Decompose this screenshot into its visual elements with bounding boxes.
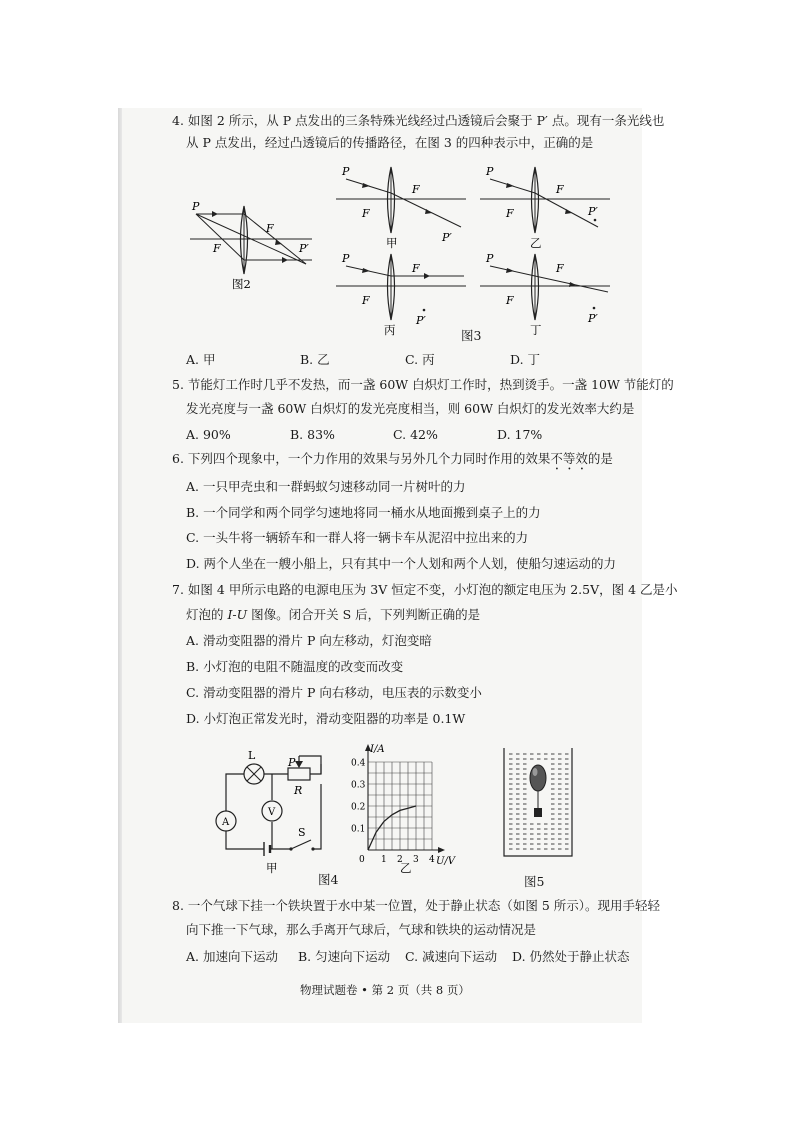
q4-option-a: A. 甲	[186, 352, 216, 367]
fig2-label-P: P	[192, 200, 200, 213]
fig3-ding-label-P: P	[486, 252, 494, 265]
fig3-yi-label-P: P	[486, 165, 494, 178]
q6-option-a: A. 一只甲壳虫和一群蚂蚁匀速移动同一片树叶的力	[186, 479, 466, 494]
q7-line-2-italic: I-U	[227, 607, 248, 622]
q8-option-c: C. 减速向下运动	[405, 949, 498, 964]
q6-stem-after: 的是	[587, 451, 613, 466]
q4-option-b: B. 乙	[300, 352, 330, 367]
fig3-ding-label-F-right: F	[556, 262, 564, 275]
q4-line-2: 从 P 点发出，经过凸透镜后的传播路径，在图 3 的四种表示中，正确的是	[186, 135, 594, 150]
q7-option-c: C. 滑动变阻器的滑片 P 向右移动，电压表的示数变小	[186, 685, 482, 700]
fig3-jia-label-P: P	[342, 165, 350, 178]
q6-stem-before: 6. 下列四个现象中，一个力作用的效果与另外几个力同时作用的效果	[172, 451, 551, 466]
q6-option-d: D. 两个人坐在一艘小船上，只有其中一个人划和两个人划，使船匀速运动的力	[186, 556, 617, 571]
fig2-caption: 图2	[232, 277, 251, 291]
figure-3-bing	[336, 252, 476, 342]
circuit-label: 甲	[266, 861, 278, 875]
circuit-label-S: S	[298, 826, 306, 839]
q8-option-d: D. 仍然处于静止状态	[512, 949, 630, 964]
fig2-label-F-right: F	[266, 222, 274, 235]
graph-xtick-label: 3	[413, 855, 419, 865]
fig3-yi-label-F-left: F	[506, 207, 514, 220]
circuit-label-R: R	[294, 784, 303, 797]
figure-4-iu-graph	[350, 744, 470, 874]
fig3-jia-label-F-left: F	[362, 207, 370, 220]
q8-option-a: A. 加速向下运动	[186, 949, 278, 964]
figure-2	[188, 198, 318, 293]
fig4-caption: 图4	[318, 872, 339, 887]
fig3-yi-label-F-right: F	[556, 183, 564, 196]
q7-option-a: A. 滑动变阻器的滑片 P 向左移动，灯泡变暗	[186, 633, 432, 648]
q6-option-b: B. 一个同学和两个同学匀速地将同一桶水从地面搬到桌子上的力	[186, 505, 541, 520]
figure-3-jia	[336, 165, 476, 250]
graph-ytick-label: 0.2	[351, 802, 366, 813]
graph-ylabel: I/A	[370, 744, 385, 755]
fig3-bing-label: 丙	[384, 323, 396, 337]
fig3-jia-label-F-right: F	[412, 183, 420, 196]
q8-line-2: 向下推一下气球，那么手离开气球后，气球和铁块的运动情况是	[186, 922, 537, 937]
q6-option-c: C. 一头牛将一辆轿车和一群人将一辆卡车从泥沼中拉出来的力	[186, 530, 529, 545]
q5-line-2: 发光亮度与一盏 60W 白炽灯的发光亮度相当，则 60W 白炽灯的发光效率大约是	[186, 401, 635, 416]
graph-xlabel: U/V	[436, 856, 456, 867]
fig3-ding-label: 丁	[530, 323, 542, 337]
graph-xtick-label: 1	[381, 855, 387, 865]
fig2-label-Pprime: P′	[299, 242, 309, 255]
graph-ytick-label: 0.3	[351, 780, 366, 791]
graph-ytick-label: 0.4	[351, 758, 366, 769]
graph-grid	[368, 762, 432, 850]
q5-option-b: B. 83%	[290, 427, 335, 442]
figure-4-circuit	[206, 744, 336, 874]
fig3-bing-label-F-right: F	[412, 262, 420, 275]
figure-3-yi	[480, 165, 620, 250]
figure-5-balloon-in-water	[500, 744, 576, 864]
fig3-bing-label-P: P	[342, 252, 350, 265]
q5-option-d: D. 17%	[497, 427, 543, 442]
graph-ytick-label: 0.1	[351, 824, 366, 835]
q6-stem	[172, 451, 613, 473]
fig3-ding-label-F-left: F	[506, 294, 514, 307]
q5-option-a: A. 90%	[186, 427, 231, 442]
circuit-label-V: V	[268, 807, 276, 818]
graph-xtick-label: 2	[397, 855, 403, 865]
fig2-label-F-left: F	[213, 242, 221, 255]
q4-option-c: C. 丙	[405, 352, 435, 367]
fig3-jia-label: 甲	[386, 236, 398, 250]
graph-xtick-label: 0	[359, 855, 365, 865]
fig3-bing-label-Pprime: P′	[416, 314, 426, 327]
fig3-yi-label: 乙	[530, 236, 542, 250]
q7-line-2-before: 灯泡的	[186, 607, 228, 622]
figure-3-ding	[480, 252, 620, 342]
q7-option-b: B. 小灯泡的电阻不随温度的改变而改变	[186, 659, 404, 674]
graph-xtick-label: 4	[429, 855, 435, 865]
q7-line-1: 7. 如图 4 甲所示电路的电源电压为 3V 恒定不变，小灯泡的额定电压为 2.5V，图 4 乙是小	[172, 582, 678, 597]
q5-option-c: C. 42%	[393, 427, 438, 442]
q6-stem-emphasis: 不等效	[550, 451, 588, 466]
q5-line-1: 5. 节能灯工作时几乎不发热，而一盏 60W 白炽灯工作时，热到烫手。一盏 10W 节能灯的	[172, 377, 674, 392]
q7-line-2-after: 图像。闭合开关 S 后，下列判断正确的是	[247, 607, 481, 622]
fig3-jia-label-Pprime: P′	[442, 231, 452, 244]
q4-option-d: D. 丁	[510, 352, 541, 367]
fig3-bing-label-F-left: F	[362, 294, 370, 307]
fig5-caption: 图5	[524, 874, 545, 889]
fig3-ding-label-Pprime: P′	[588, 312, 598, 325]
fig3-caption: 图3	[461, 328, 482, 343]
q7-option-d: D. 小灯泡正常发光时，滑动变阻器的功率是 0.1W	[186, 711, 466, 726]
page-footer: 物理试题卷 • 第 2 页（共 8 页）	[300, 983, 470, 997]
q7-line-2	[186, 607, 480, 623]
fig3-yi-label-Pprime: P′	[588, 205, 598, 218]
q4-line-1: 4. 如图 2 所示，从 P 点发出的三条特殊光线经过凸透镜后会聚于 P′ 点。现有一条光线也	[172, 113, 665, 128]
circuit-label-P: P	[288, 756, 296, 769]
circuit-label-L: L	[248, 749, 256, 762]
q8-option-b: B. 匀速向下运动	[298, 949, 391, 964]
graph-label: 乙	[400, 861, 412, 875]
q8-line-1: 8. 一个气球下挂一个铁块置于水中某一位置，处于静止状态（如图 5 所示）。现用手轻轻	[172, 898, 661, 913]
circuit-label-A: A	[222, 817, 230, 828]
